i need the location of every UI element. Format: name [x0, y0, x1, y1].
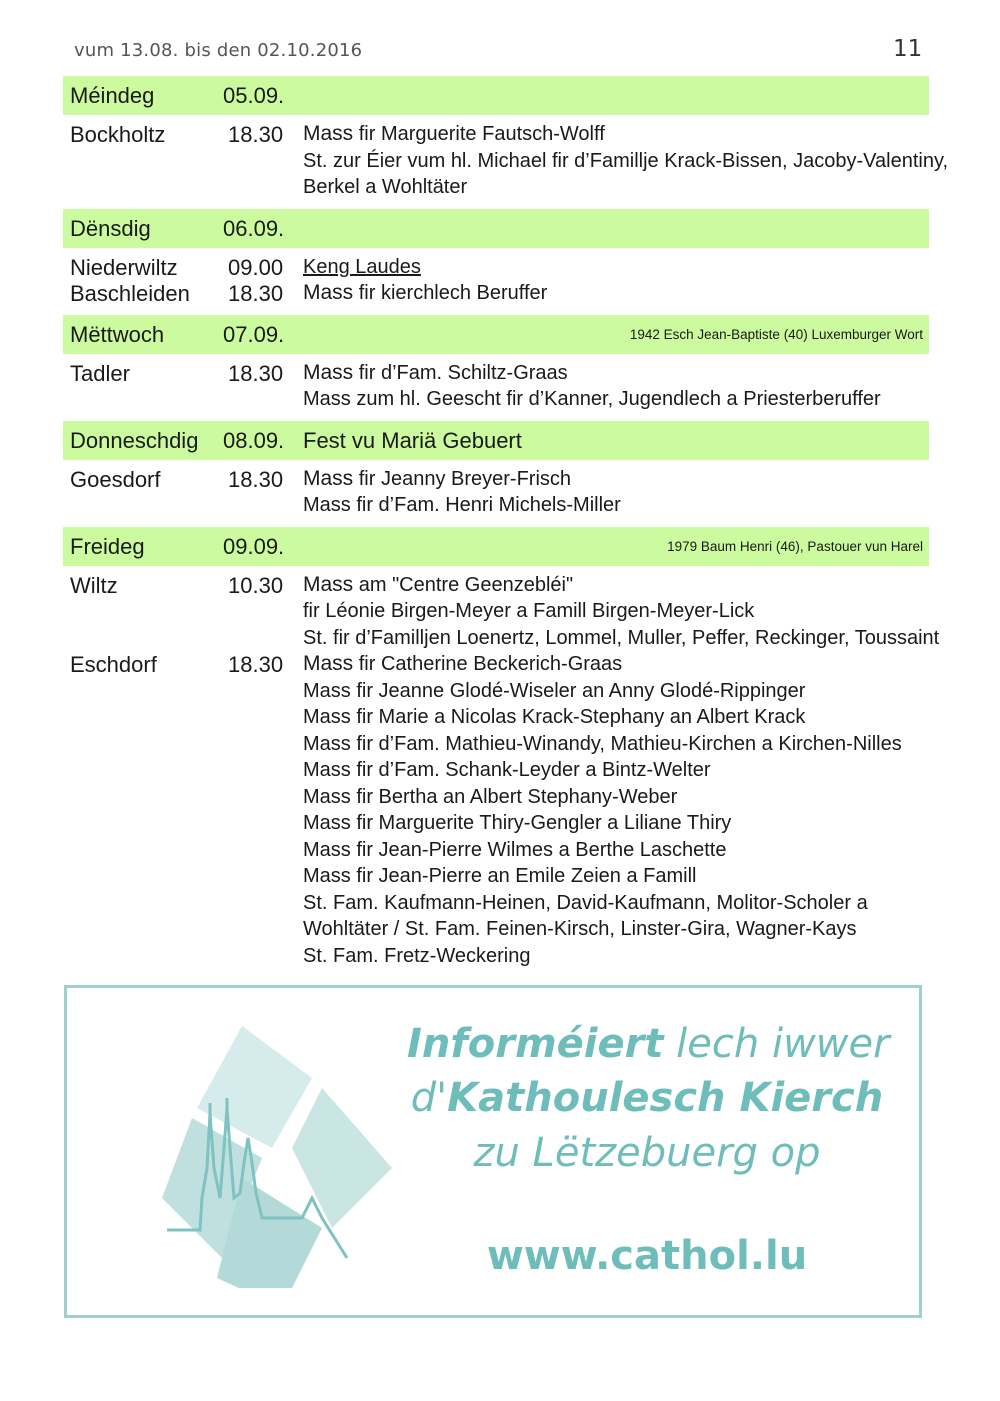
- service-entry: [63, 121, 949, 201]
- day-date: 07.09.: [223, 321, 285, 347]
- service-time: 18.30: [228, 652, 284, 677]
- day-memorial-note: 1979 Baum Henri (46), Pastouer vun Harel: [667, 538, 923, 554]
- service-entry: [63, 360, 929, 413]
- service-entry: [63, 651, 929, 969]
- service-line: [303, 810, 929, 837]
- service-lines: [303, 572, 940, 652]
- service-line-text: fir Catherine Beckerich-Graas: [353, 653, 623, 675]
- service-line-lead: Mass: [303, 572, 354, 596]
- service-line: [303, 280, 929, 307]
- day-name: Freideg: [70, 533, 145, 559]
- service-line-text: Wohltäter / St. Fam. Feinen-Kirsch, Linster-Gira, Wagner-Kays: [303, 918, 857, 940]
- day-memorial-note: 1942 Esch Jean-Baptiste (40) Luxemburger Wort: [629, 326, 923, 342]
- day-header: [63, 315, 929, 354]
- service-line: [303, 651, 929, 678]
- service-line: [303, 916, 929, 943]
- day-date: 05.09.: [223, 83, 285, 108]
- service-time: 18.30: [228, 360, 284, 386]
- service-line: [303, 492, 929, 519]
- service-line: [303, 148, 949, 175]
- service-line: [303, 943, 929, 970]
- service-line-text: Mass fir Jean-Pierre an Emile Zeien a Famill: [303, 865, 697, 887]
- service-place: Baschleiden: [70, 281, 190, 306]
- service-place: Wiltz: [70, 572, 118, 598]
- service-time: 10.30: [228, 572, 284, 598]
- service-line-text: fir Jeanny Breyer-Frisch: [353, 467, 572, 490]
- day-name: Dënsdig: [70, 215, 151, 241]
- service-line-text: St. zur Éier vum hl. Michael fir d’Famillje Krack-Bissen, Jacoby-Valentiny,: [303, 149, 949, 172]
- day-feast-title: Fest vu Mariä Gebuert: [303, 427, 522, 453]
- service-line: [303, 784, 929, 811]
- service-line: [303, 386, 929, 413]
- service-time: 18.30: [228, 122, 284, 147]
- service-place: Eschdorf: [70, 652, 157, 677]
- service-time: 18.30: [228, 281, 284, 306]
- service-line-text: Mass fir Marguerite Thiry-Gengler a Liliane Thiry: [303, 812, 732, 834]
- service-lines: [303, 651, 929, 969]
- service-line: [303, 704, 929, 731]
- service-line-text: Berkel a Wohltäter: [303, 176, 468, 198]
- service-line: [303, 360, 929, 387]
- service-line: [303, 254, 929, 281]
- service-time: 18.30: [228, 466, 284, 492]
- service-line-text: Mass fir d’Fam. Schank-Leyder a Bintz-Welter: [303, 759, 711, 781]
- service-place: Bockholtz: [70, 122, 166, 147]
- page-date-range: vum 13.08. bis den 02.10.2016: [74, 40, 363, 61]
- service-line-lead: Mass: [303, 360, 354, 384]
- day-name: Méindeg: [70, 83, 155, 108]
- service-line-text: fir Léonie Birgen-Meyer a Famill Birgen-Meyer-Lick: [303, 600, 755, 622]
- service-line-text: fir Marguerite Fautsch-Wolff: [353, 123, 605, 145]
- service-line: [303, 731, 929, 758]
- service-entry: [63, 466, 929, 519]
- day-date: 08.09.: [223, 427, 285, 453]
- day-entries: [63, 115, 949, 209]
- service-line: [303, 121, 929, 148]
- service-place: Niederwiltz: [70, 254, 178, 280]
- service-line-text: Mass fir d’Fam. Henri Michels-Miller: [303, 494, 621, 516]
- advert-line-1-rest: lech iwwer: [663, 1021, 890, 1067]
- service-place: Tadler: [70, 360, 130, 386]
- day-entries: [63, 248, 929, 315]
- service-line-text: St. Fam. Fretz-Weckering: [303, 944, 531, 967]
- service-line-text: Mass zum hl. Geescht fir d’Kanner, Jugendlech a Priesterberuffer: [303, 388, 881, 410]
- service-line-text: fir kierchlech Beruffer: [353, 282, 548, 304]
- service-place: Goesdorf: [70, 466, 161, 492]
- advert-line-1-strong: Informéiert: [407, 1021, 664, 1067]
- day-date: 06.09.: [223, 215, 285, 241]
- advert-line-2: [407, 1075, 887, 1121]
- advert-line-1: [407, 1021, 890, 1067]
- advert-url-link[interactable]: www.cathol.lu: [486, 1233, 808, 1279]
- service-line: [303, 678, 929, 705]
- logo-tile-top: [197, 1026, 312, 1148]
- mass-schedule: [63, 76, 949, 977]
- service-line-text: St. Fam. Kaufmann-Heinen, David-Kaufmann, Molitor-Scholer a: [303, 891, 868, 914]
- service-line: [303, 598, 929, 625]
- service-line: [303, 863, 929, 890]
- service-line-underlined: Keng Laudes: [303, 255, 421, 278]
- day-header: [63, 209, 929, 248]
- service-line-text: Mass fir Bertha an Albert Stephany-Weber: [303, 785, 678, 808]
- service-lines: [303, 121, 949, 201]
- service-line: [303, 572, 929, 599]
- service-entry: [63, 572, 940, 652]
- day-name: Mëttwoch: [70, 321, 165, 347]
- service-time: 09.00: [228, 254, 284, 280]
- day-header: [63, 527, 929, 566]
- advert-line-2-strong: Kathoulesch Kierch: [447, 1075, 884, 1121]
- service-line: [303, 890, 929, 917]
- cathol-advert: [64, 985, 922, 1318]
- day-header: [63, 76, 929, 115]
- service-line-text: am "Centre Geenzebléi": [353, 573, 574, 596]
- service-line-text: Mass fir Jeanne Glodé-Wiseler an Anny Glodé-Rippinger: [303, 679, 806, 702]
- advert-line-2-pre: d': [410, 1075, 448, 1121]
- day-header: [63, 421, 929, 460]
- day-entries: [63, 460, 929, 527]
- service-line-lead: Mass: [303, 652, 354, 675]
- day-entries: [63, 354, 929, 421]
- service-line-text: Mass fir Marie a Nicolas Krack-Stephany an Albert Krack: [303, 706, 806, 728]
- service-line-text: Mass fir d’Fam. Mathieu-Winandy, Mathieu-Kirchen a Kirchen-Nilles: [303, 732, 902, 755]
- service-line-text: St. fir d’Familljen Loenertz, Lommel, Muller, Peffer, Reckinger, Toussaint: [303, 626, 940, 649]
- day-date: 09.09.: [223, 533, 285, 559]
- service-entry: [63, 254, 929, 281]
- service-line-text: fir d’Fam. Schiltz-Graas: [353, 361, 568, 384]
- service-entry: [63, 280, 929, 307]
- service-line: [303, 174, 929, 201]
- service-line: [303, 466, 929, 493]
- service-lines: [303, 254, 929, 281]
- page-number: 11: [893, 36, 923, 62]
- service-line: [303, 757, 929, 784]
- advert-line-3: zu Lëtzebuerg op: [473, 1130, 821, 1176]
- service-line-lead: Mass: [303, 122, 354, 145]
- service-lines: [303, 280, 929, 307]
- service-lines: [303, 360, 929, 413]
- day-name: Donneschdig: [70, 427, 199, 453]
- service-line: [303, 625, 940, 652]
- day-entries: [63, 566, 940, 978]
- service-line-text: Mass fir Jean-Pierre Wilmes a Berthe Laschette: [303, 838, 727, 861]
- service-line: [303, 837, 929, 864]
- service-lines: [303, 466, 929, 519]
- service-line-lead: Mass: [303, 466, 354, 490]
- service-line-lead: Mass: [303, 281, 354, 304]
